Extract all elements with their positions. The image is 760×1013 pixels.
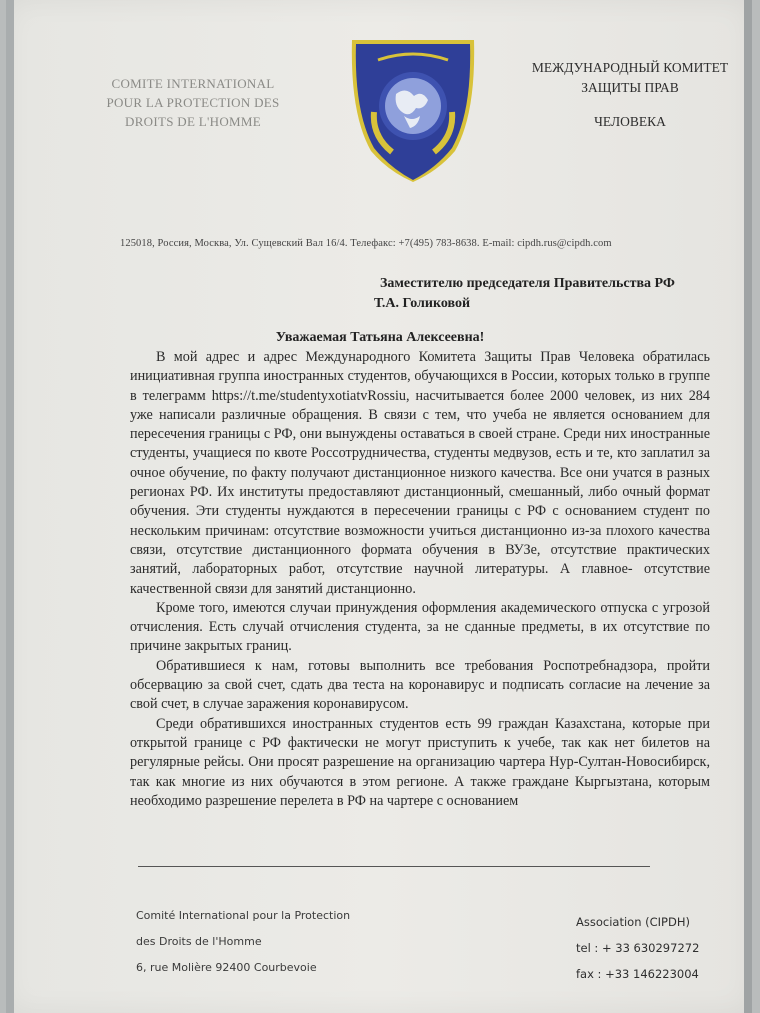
org-ru-line: ЧЕЛОВЕКА bbox=[594, 114, 666, 129]
org-fr-line: COMITE INTERNATIONAL bbox=[111, 76, 275, 91]
recipient-name: Т.А. Голиковой bbox=[374, 296, 471, 311]
right-margin-edge bbox=[744, 0, 752, 1013]
footer-left-line: des Droits de l'Homme bbox=[136, 935, 262, 948]
letterhead-address: 125018, Россия, Москва, Ул. Сущевский Вал 16/4. Телефакс: +7(495) 783-8638. E-mail: cipdh.rus@cipdh.com bbox=[120, 238, 612, 249]
footer-contacts bbox=[576, 909, 736, 987]
footer-left-line: 6, rue Molière 92400 Courbevoie bbox=[136, 961, 317, 974]
footer-right-line: Association (CIPDH) bbox=[576, 915, 690, 929]
recipient-title: Заместителю председателя Правительства РФ bbox=[380, 276, 675, 291]
cipdh-emblem-icon bbox=[348, 36, 478, 182]
org-fr-line: POUR LA PROTECTION DES bbox=[106, 95, 280, 110]
org-name-french bbox=[88, 74, 298, 131]
letter-body bbox=[130, 348, 710, 811]
footer-right-line: fax : +33 146223004 bbox=[576, 967, 699, 981]
footer-address bbox=[136, 903, 416, 981]
left-margin-edge bbox=[6, 0, 14, 1013]
footer-right-line: tel : + 33 630297272 bbox=[576, 941, 700, 955]
footer-left-line: Comité International pour la Protection bbox=[136, 909, 351, 922]
body-paragraph: В мой адрес и адрес Международного Комитета Защиты Прав Человека обратилась инициативная группа иностранных студентов, обучающихся в России, которых только в группе в телеграмм https://t.me/studentyxotiatvRossiu, насчитывается более 2000 человек, из них 284 уже написали различные обращения. В связи с тем, что учеба не является основанием для пересечения границы с РФ, они вынуждены оставаться в своей стране. Среди них иностранные студенты, учащиеся по квоте Россотрудничества, студенты медвузов, есть и те, кто заплатил за очное обучение, по факту получают дистанционное низкого качества. Все они учатся в разных регионах РФ. Их институты предоставляют дистанционный, смешанный, либо очный формат обучения. Эти студенты нуждаются в пересечении границы с РФ с основанием студент по нескольким причинам: отсутствие возможности учиться дистанционно из-за плохого качества связи, отсутствие дистанционного формата обучения в ВУЗе, отсутствие практических занятий, лабораторных работ, отсутствие научной литературы. А главное- отсутствие качественной связи для занятий дистанционно. bbox=[130, 349, 710, 597]
salutation: Уважаемая Татьяна Алексеевна! bbox=[275, 330, 485, 345]
org-name-russian bbox=[520, 58, 740, 132]
recipient-block bbox=[374, 274, 740, 314]
body-paragraph: Обратившиеся к нам, готовы выполнить все требования Роспотребнадзора, пройти обсервацию за свой счет, сдать два теста на коронавирус и подписать согласие на лечение за свой счет, в случае заражения коронавирусом. bbox=[130, 657, 710, 713]
footer-divider bbox=[138, 866, 650, 867]
org-ru-line: ЗАЩИТЫ ПРАВ bbox=[581, 80, 679, 95]
body-paragraph: Кроме того, имеются случаи принуждения оформления академического отпуска с угрозой отчисления. Есть случай отчисления студента, за не сданные предметы, в их отсутствие по причине закрытых границ. bbox=[130, 599, 710, 655]
org-fr-line: DROITS DE L'HOMME bbox=[125, 114, 261, 129]
org-ru-line: МЕЖДУНАРОДНЫЙ КОМИТЕТ bbox=[531, 60, 729, 75]
body-paragraph: Среди обратившихся иностранных студентов есть 99 граждан Казахстана, которые при открытой границе с РФ фактически не могут приступить к учебе, так как нет билетов на регулярные рейсы. Они просят разрешение на организацию чартера Нур-Султан-Новосибирск, так как многие из них обучаются в этом регионе. А также граждане Кыргызтана, которым необходимо разрешение перелета в РФ на чартере с основанием bbox=[130, 715, 710, 809]
